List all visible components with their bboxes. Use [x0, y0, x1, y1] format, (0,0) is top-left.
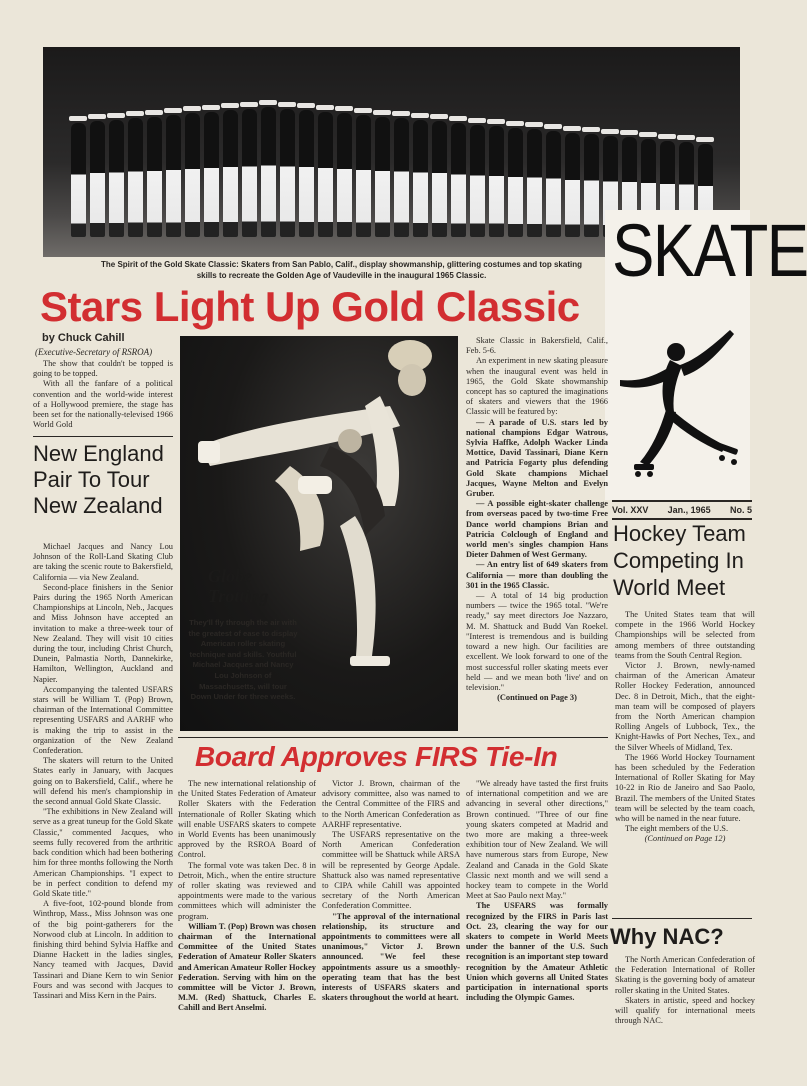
chorus-skater: [261, 107, 276, 237]
chorus-skater: [432, 121, 447, 237]
straw-hat-icon: [316, 105, 334, 110]
divider: [178, 737, 608, 738]
straw-hat-icon: [639, 132, 657, 137]
straw-hat-icon: [107, 113, 125, 118]
chorus-skater: [280, 109, 295, 237]
chorus-skater: [584, 134, 599, 237]
chorus-skater: [242, 109, 257, 237]
issue-number: No. 5: [729, 505, 752, 515]
paragraph: A five-foot, 102-pound blonde from Winthrop, Mass., Miss Johnson was one of the big point-gatherers for the Norwood club at Lincoln. In addition to finishing third behind Sylvia Haffke and Dianne Hackett in the ladies singles, Nancy teamed with Jacques, David Tassinari and Diane Kern to win Senior Fours and was second with Jacques to Tassinari and Miss Kern in the Pairs.: [33, 899, 173, 1000]
firs-col3: [466, 779, 608, 1003]
paragraph: Skaters in artistic, speed and hockey will qualify for international meets through NAC.: [615, 995, 755, 1026]
straw-hat-icon: [658, 134, 676, 139]
straw-hat-icon: [677, 135, 695, 140]
straw-hat-icon: [145, 110, 163, 115]
straw-hat-icon: [411, 113, 429, 118]
chorus-skater: [527, 129, 542, 237]
chorus-skater: [413, 120, 428, 237]
straw-hat-icon: [544, 124, 562, 129]
paragraph: — A possible eight-skater challenge from overseas paced by two-time Free Dance world champions Brian and Patricia Colclough of England and world men's singles champion Hans Dieter Dahmen of West Germany.: [466, 499, 608, 560]
firs-headline: Board Approves FIRS Tie-In: [195, 741, 558, 772]
globe-trotting-title: [208, 566, 268, 606]
chorus-skater: [204, 112, 219, 237]
straw-hat-icon: [335, 106, 353, 111]
straw-hat-icon: [563, 126, 581, 131]
straw-hat-icon: [88, 114, 106, 119]
masthead-rule-top: [612, 500, 752, 502]
paragraph: "We already have tasted the first fruits of international competition and we are advancing in several other directions," Brown continued. "Three of our fine young skaters competed at Madrid and two more are making a three-week exhibition tour of New Zealand. We will have numerous stars from Europe, New Zealand and Canada in the Gold Skate Classic next month and we will send a hockey team to compete in the World Meet at Sao Paulo next May.": [466, 779, 608, 901]
straw-hat-icon: [392, 111, 410, 116]
chorus-skater: [128, 118, 143, 237]
paragraph: The eight members of the U.S.: [625, 824, 729, 834]
straw-hat-icon: [582, 127, 600, 132]
straw-hat-icon: [525, 122, 543, 127]
new-england-text: [33, 542, 173, 1001]
chorus-skater: [489, 126, 504, 237]
byline: by Chuck Cahill: [42, 332, 125, 344]
paragraph: — A parade of U.S. stars led by national champions Edgar Watrous, Sylvia Haffke, Adolph Wacker Linda Mottice, David Tassinari, Diane Kern and Patricia Fogarty plus defending Gold Skate champions Michael Jacques, Wayne Melton and Evelyn Gruber.: [466, 417, 608, 499]
chorus-skater: [337, 113, 352, 237]
chorus-skater: [299, 110, 314, 237]
chorus-skater: [451, 123, 466, 237]
chorus-skater: [394, 118, 409, 237]
straw-hat-icon: [221, 103, 239, 108]
paragraph: With all the fanfare of a political convention and the world-wide interest of a Hollywood premiere, the stage has been set for the nationally-televised 1966 World Gold: [33, 379, 173, 430]
straw-hat-icon: [506, 121, 524, 126]
straw-hat-icon: [620, 130, 638, 135]
paragraph: "The exhibitions in New Zealand will serve as a great tuneup for the Gold Skate Classic," commented Jacques, who seems fully recovered from the arthritic back condition which had been bothering him for three months following the North American Championships. "I expect to be in perfect condition to defend my Gold Skate title.": [33, 807, 173, 898]
paragraph: Second-place finishers in the Senior Pairs during the 1965 North American Championships at Lincoln, Neb., Jacques and Miss Johnson have accepted an invitation to make a three-week tour of New Zealand. They will visit 10 cities during the tour, including Christ Church, Dunein, Palmastia North, Dannekirke, Hamilton, Wellington, Auckland and Napier.: [33, 582, 173, 684]
paragraph: The United States team that will compete in the 1966 World Hockey Championships will be selected from among members of three outstanding teams from the South Central Region.: [615, 610, 755, 660]
straw-hat-icon: [696, 137, 714, 142]
globe-title-line-1: Globe: [208, 566, 252, 586]
paragraph: The show that couldn't be topped is going to be topped.: [33, 359, 173, 379]
skater-silhouette-icon: [610, 320, 745, 485]
paragraph: Skate Classic in Bakersfield, Calif., Feb. 5-6.: [466, 336, 608, 356]
straw-hat-icon: [259, 100, 277, 105]
chorus-skater: [508, 128, 523, 237]
paragraph: The North American Confederation of the Federation International of Roller Skating is the governing body of amateur roller skating in the United States.: [615, 955, 755, 995]
chorus-skater: [185, 113, 200, 237]
byline-title: (Executive-Secretary of RSROA): [35, 347, 153, 357]
continued-note: (Continued on Page 3): [497, 693, 577, 703]
straw-hat-icon: [278, 102, 296, 107]
lead-story-col1: [33, 359, 173, 430]
paragraph: Victor J. Brown, newly-named chairman of the American Amateur Roller Hockey Federation, announced Dec. 8 in Detroit, Mich., that the eight-man team will be composed of players from the North American champion Rolling Angels of Lubbock, Tex., the Knight-Hawks of Port Neches, Tex., and the Silver Wheels of Midland, Tex.: [615, 661, 755, 752]
caption-line-2: skills to recreate the Golden Age of Vaudeville in the inaugural 1965 Classic.: [196, 271, 487, 280]
chorus-skater: [147, 117, 162, 237]
paragraph: William T. (Pop) Brown was chosen chairman of the International Committee of the United States Federation of Amateur Roller Skaters and American Amateur Roller Hockey Federation. Serving with him on the committee will be Victor J. Brown, M.M. (Red) Shattuck, Charles E. Cahill and Bert Anselmi.: [178, 921, 316, 1013]
paragraph: An experiment in new skating pleasure when the inaugural event was held in 1965, the Gold Skate showmanship concept has so captured the imaginations of skaters and viewers that the 1966 Classic will be featured by:: [466, 356, 608, 417]
straw-hat-icon: [126, 111, 144, 116]
chorus-skater: [223, 110, 238, 237]
chorus-skater: [166, 115, 181, 237]
straw-hat-icon: [354, 108, 372, 113]
paragraph: Victor J. Brown, chairman of the advisory committee, also was named to the Central Committee of the FIRS and to the North American Confederation as AARHF representative.: [322, 779, 460, 829]
chorus-skater: [565, 133, 580, 237]
globe-title-line-2: Trotting: [208, 586, 269, 606]
straw-hat-icon: [202, 105, 220, 110]
masthead-title: SKATE: [612, 209, 807, 292]
straw-hat-icon: [430, 114, 448, 119]
chorus-skater: [318, 112, 333, 237]
paragraph: The 1966 World Hockey Tournament has been scheduled by the Federation International of Roller Skating for May 10-22 in Rio de Janeiro and Sao Paolo, Brazil. The members of the United States team will be selected by the team coach, who will be named in the near future.: [615, 752, 755, 824]
divider: [612, 918, 752, 919]
caption-line-1: The Spirit of the Gold Skate Classic: Skaters from San Pablo, Calif., display showmanship, glittering costumes and top skating: [101, 260, 582, 269]
chorus-skater: [356, 115, 371, 237]
new-england-headline: New England Pair To Tour New Zealand: [33, 441, 164, 518]
straw-hat-icon: [373, 110, 391, 115]
straw-hat-icon: [69, 116, 87, 121]
straw-hat-icon: [164, 108, 182, 113]
firs-col1: [178, 779, 316, 1014]
main-headline: Stars Light Up Gold Classic: [40, 283, 580, 330]
volume-line: [612, 505, 752, 515]
hockey-text: [615, 610, 755, 845]
hockey-headline: Hockey Team Competing In World Meet: [613, 521, 746, 600]
nac-headline: Why NAC?: [610, 924, 724, 949]
paragraph: "The approval of the international relationship, its structure and appointments to committees were all unanimous," Victor J. Brown announced. "We feel these appointments assure us a smoothly-operating team that has the best interests of USFARS skaters and skaters throughout the world at heart.: [322, 911, 460, 1003]
paragraph: The USFARS was formally recognized by the FIRS in Paris last Oct. 23, clearing the way for our skaters to compete in World Meets under the banner of the U.S. Such recognition is an important step toward recognition by the Amateur Athletic Union which governs all United States participation in international sports including the Olympic Games.: [466, 901, 608, 1003]
chorus-skater: [90, 121, 105, 237]
lead-story-col3: [466, 336, 608, 703]
straw-hat-icon: [468, 118, 486, 123]
firs-col2: [322, 779, 460, 1003]
issue-date: Jan., 1965: [667, 505, 711, 515]
paragraph: The USFARS representative on the North American Confederation committee will be Shattuck while ARSA will be represented by George Apdale. Shattuck also was named representative to CIPA while Cahill was appointed secretary of the North American Confederation Committee.: [322, 830, 460, 911]
globe-trotting-caption: They'll fly through the air with the greatest of ease to display American roller skating technique and skills. Youthful Michael Jacques and Nancy Lou Johnson of Massachusetts, will tour Down Under for three weeks.: [188, 618, 298, 702]
straw-hat-icon: [240, 102, 258, 107]
chorus-skater: [71, 123, 86, 237]
top-photo-caption: [43, 259, 640, 281]
paragraph: Accompanying the talented USFARS stars will be William T. (Pop) Brown, chairman of the International Committee representing USFARS and AARHF who is making the trip to assist in the organization of the New Zealand Confederation.: [33, 684, 173, 756]
continued-note: (Continued on Page 12): [644, 834, 726, 844]
straw-hat-icon: [487, 119, 505, 124]
chorus-skater: [375, 117, 390, 237]
divider: [33, 436, 173, 437]
paragraph: — An entry list of 649 skaters from California — more than doubling the 301 in the 1965 Classic.: [466, 560, 608, 590]
straw-hat-icon: [183, 106, 201, 111]
nac-text: [615, 955, 755, 1026]
paragraph: The new international relationship of the United States Federation of Amateur Roller Skaters with the Federation Internationale of Roller Skating which will enable USFARS skaters to compete in World Events has been unanimously approved by the RSROA Board of Control.: [178, 779, 316, 860]
straw-hat-icon: [449, 116, 467, 121]
paragraph: — A total of 14 big production numbers — twice the 1965 total. "We're ready," say meet directors Joe Nazzaro, M. M. Shattuck and Budd Van Roekel. "Interest is tremendous and is building toward a new high. Our facilities are excellent. We look forward to one of the most successful roller skating meets ever held — and we mean both 'live' and on television.": [466, 591, 608, 692]
straw-hat-icon: [297, 103, 315, 108]
chorus-skater: [109, 120, 124, 237]
volume-number: Vol. XXV: [612, 505, 649, 515]
paragraph: The formal vote was taken Dec. 8 in Detroit, Mich., when the entire structure of roller skating was reviewed and appointments were made to the various committees which will administer the program.: [178, 860, 316, 921]
chorus-skater: [546, 131, 561, 237]
chorus-skater: [470, 125, 485, 237]
paragraph: The skaters will return to the United States early in January, with Jacques going on to Bakersfield, Calif., where he will defend his men's championship in the second annual Gold Skate Classic.: [33, 756, 173, 807]
straw-hat-icon: [601, 129, 619, 134]
paragraph: Michael Jacques and Nancy Lou Johnson of the Roll-Land Skating Club are taking the scenic route to Bakersfield, California — via New Zealand.: [33, 542, 173, 582]
